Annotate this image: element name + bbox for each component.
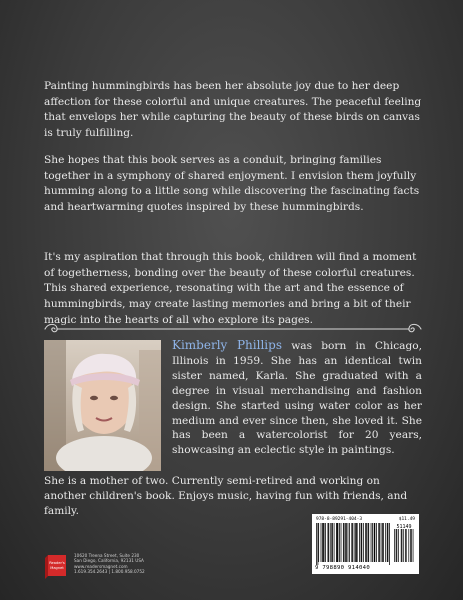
svg-text:Magnet: Magnet	[50, 566, 64, 570]
author-bio-continued: She is a mother of two. Currently semi-retired and working on another children's book. Enjoys music, having fun with friends, and family.	[44, 475, 408, 518]
publisher-address-line: 10620 Treena Street, Suite 230	[74, 553, 140, 558]
publisher-contact	[74, 553, 184, 575]
hope-paragraph: She hopes that this book serves as a conduit, bringing families together in a symphony of shared enjoyment. I envision them joyfully humming along to a little song while discovering the fascinating facts and heartwarming quotes inspired by these hummingbirds.	[44, 154, 420, 214]
publisher-city-line: San Diego, California, 92131 USA	[74, 558, 144, 564]
author-bio	[172, 338, 422, 458]
isbn-text: 978-8-89291-404-3	[316, 517, 363, 522]
isbn-barcode	[312, 514, 419, 574]
publisher-logo-icon	[42, 552, 70, 580]
price-code: 51149	[396, 524, 412, 530]
isbn-digits: 9 798890 914040	[315, 565, 371, 571]
author-photo	[44, 340, 161, 471]
price-text: $11.49	[398, 517, 415, 522]
intro-paragraph: Painting hummingbirds has been her absolute joy due to her deep affection for these colorful and unique creatures. The peaceful feeling that envelops her while capturing the beauty of these birds on canvas is truly fulfilling.	[44, 80, 422, 140]
publisher-phone: 1.619.354.2643 | 1.800.958.0752	[74, 569, 145, 575]
barcode-bars	[316, 523, 415, 565]
ornamental-divider	[42, 322, 424, 336]
publisher-website: www.readersmagnet.com	[74, 563, 128, 569]
svg-text:Reader's: Reader's	[49, 561, 65, 565]
aspiration-paragraph: It's my aspiration that through this book, children will find a moment of togetherness, bonding over the beauty of these colorful creatures. This shared experience, resonating with the art and the essence of hummingbirds, may create lasting memories and bring a bit of their magic into the hearts of all who explore its pages.	[44, 251, 417, 326]
author-bio-text: was born in Chicago, Illinois in 1959. She has an identical twin sister named, Karla. She graduated with a degree in visual merchandising and fashion design. She started using water color as her medium and ever since then, she loved it. She has been a watercolorist for 20 years, showcasing an eclectic style in paintings.	[172, 340, 422, 457]
author-name: Kimberly Phillips	[172, 338, 282, 352]
